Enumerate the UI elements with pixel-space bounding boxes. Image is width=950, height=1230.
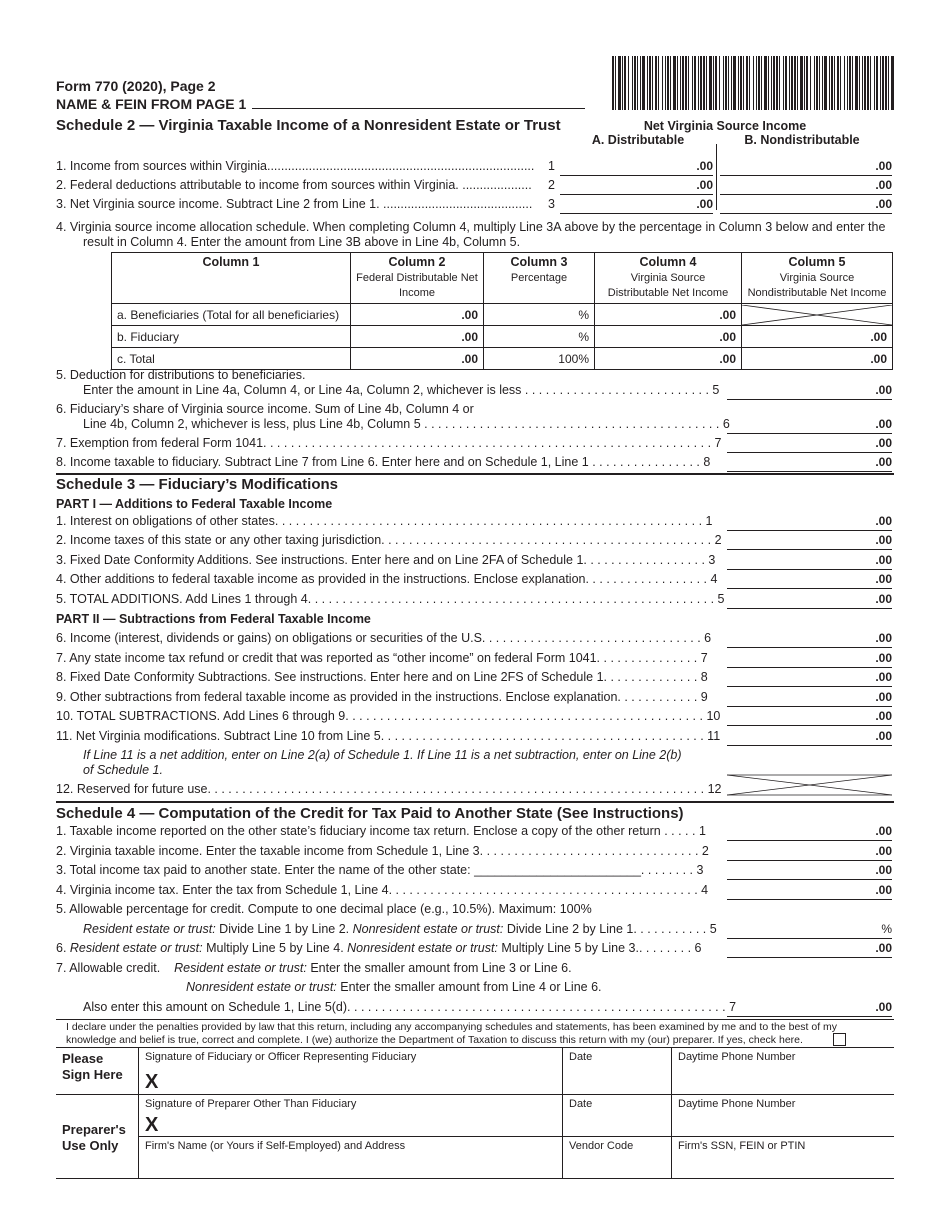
row-b-label: b. Fiduciary	[112, 326, 351, 348]
sch4-line6: 6. Resident estate or trust: Multiply Line 5 by Line 4. Nonresident estate or trust: Multiply Line 5 by Line 3.. . . . . . . . 6	[56, 941, 702, 955]
sch3-line12-blocked	[727, 774, 892, 796]
sch4-line3-amount[interactable]: .00	[727, 863, 892, 880]
sch4-line6-amount[interactable]: .00	[727, 941, 892, 958]
fiduciary-date-field[interactable]	[566, 1066, 668, 1092]
sch3-note2: of Schedule 1.	[83, 763, 163, 777]
name-fein-label: NAME & FEIN FROM PAGE 1	[56, 96, 247, 112]
sch2-line6a: 6. Fiduciary’s share of Virginia source income. Sum of Line 4b, Column 4 or	[56, 402, 474, 416]
sch2-line7: 7. Exemption from federal Form 1041. . . . . . . . . . . . . . . . . . . . . . . . . . . . . . . . . . . . . . . . . . . . . . . . . . . . . . . . . . . . . . . . . 7	[56, 436, 722, 450]
sch3-line1-amount[interactable]: .00	[727, 514, 892, 531]
sign-here-label: Sign Here	[62, 1067, 123, 1082]
sch4-line1: 1. Taxable income reported on the other state’s fiduciary income tax return. Enclose a copy of the other return . . . . . 1	[56, 824, 706, 838]
sch3-line3-amount[interactable]: .00	[727, 553, 892, 570]
sch2-line4-text1: 4. Virginia source income allocation schedule. When completing Column 4, multiply Line 3A above by the percentage in Column 3 below and enter the	[56, 220, 886, 234]
sch4-line2: 2. Virginia taxable income. Enter the taxable income from Schedule 1, Line 3. . . . . . . . . . . . . . . . . . . . . . . . . . . . . . . . 2	[56, 844, 709, 858]
sch4-line7-amount[interactable]: .00	[727, 1000, 892, 1017]
sch2-line5a: 5. Deduction for distributions to beneficiaries.	[56, 368, 306, 382]
sch4-line2-amount[interactable]: .00	[727, 844, 892, 861]
sch4-line7c: Also enter this amount on Schedule 1, Line 5(d). . . . . . . . . . . . . . . . . . . . . . . . . . . . . . . . . . . . . . . . . . . . . . . . . . . . . . . 7	[83, 1000, 737, 1014]
sch3-line2: 2. Income taxes of this state or any other taxing jurisdiction. . . . . . . . . . . . . . . . . . . . . . . . . . . . . . . . . . . . . . . . . . . . . . . . 2	[56, 533, 722, 547]
sch3-line9-amount[interactable]: .00	[727, 690, 892, 707]
sch4-line7b: Nonresident estate or trust: Enter the smaller amount from Line 4 or Line 6.	[186, 980, 602, 994]
preparer-date-field[interactable]	[566, 1112, 668, 1134]
vendor-code-label: Vendor Code	[569, 1140, 634, 1152]
sch3-line6-amount[interactable]: .00	[727, 631, 892, 648]
sch3-line4: 4. Other additions to federal taxable income as provided in the instructions. Enclose explanation. . . . . . . . . . . . . . . . . . 4	[56, 572, 718, 586]
sch2-line-1: 1. Income from sources within Virginia............................................................................. 1	[56, 159, 555, 173]
table-row-a	[112, 304, 893, 326]
sch3-line5: 5. TOTAL ADDITIONS. Add Lines 1 through 4. . . . . . . . . . . . . . . . . . . . . . . . . . . . . . . . . . . . . . . . . . . . . . . . . . . . . . . . . . . 5	[56, 592, 725, 606]
sch2-line6b: Line 4b, Column 2, whichever is less, plus Line 4b, Column 5 . . . . . . . . . . . . . . . . . . . . . . . . . . . . . . . . . . . . . . . . . . . 6	[83, 417, 730, 431]
sch2-line1-a[interactable]: .00	[560, 159, 713, 176]
sch3-line7: 7. Any state income tax refund or credit that was reported as “other income” on federal Form 1041. . . . . . . . . . . . . . . 7	[56, 651, 708, 665]
sch2-line5b: Enter the amount in Line 4a, Column 4, or Line 4a, Column 2, whichever is less . . . . . . . . . . . . . . . . . . . . . . . . . . . 5	[83, 383, 720, 397]
fiduciary-signature-label: Signature of Fiduciary or Officer Representing Fiduciary	[145, 1051, 417, 1063]
sch3-line6: 6. Income (interest, dividends or gains) on obligations or securities of the U.S. . . . . . . . . . . . . . . . . . . . . . . . . . . . . . . . 6	[56, 631, 712, 645]
sch2-line8-amount[interactable]: .00	[727, 455, 892, 472]
table-row-c	[112, 348, 893, 370]
sch3-line10-amount[interactable]: .00	[727, 709, 892, 726]
row-b-col3[interactable]: %	[484, 326, 595, 348]
row-c-col3: 100%	[484, 348, 595, 370]
fiduciary-date-label: Date	[569, 1051, 593, 1063]
net-source-label: Net Virginia Source Income	[643, 119, 807, 133]
sch3-line11-amount[interactable]: .00	[727, 729, 892, 746]
sch4-line5b: Resident estate or trust: Divide Line 1 by Line 2. Nonresident estate or trust: Divide Line 2 by Line 1. . . . . . . . . . . 5	[83, 922, 717, 936]
sch2-line8: 8. Income taxable to fiduciary. Subtract Line 7 from Line 6. Enter here and on Schedule 1, Line 1 . . . . . . . . . . . . . . . . 8	[56, 455, 711, 469]
sch3-line2-amount[interactable]: .00	[727, 533, 892, 550]
sch3-line12: 12. Reserved for future use. . . . . . . . . . . . . . . . . . . . . . . . . . . . . . . . . . . . . . . . . . . . . . . . . . . . . . . . . . . . . . . . . . . . . . . . 12	[56, 782, 722, 796]
authorize-preparer-checkbox[interactable]	[833, 1033, 846, 1046]
sch3-line9: 9. Other subtractions from federal taxable income as provided in the instructions. Enclose explanation. . . . . . . . . . . . 9	[56, 690, 708, 704]
schedule3-part2: PART II — Subtractions from Federal Taxable Income	[56, 612, 371, 626]
sch3-line5-amount[interactable]: .00	[727, 592, 892, 609]
firm-id-label: Firm's SSN, FEIN or PTIN	[678, 1140, 806, 1152]
sch4-line7a: 7. Allowable credit. Resident estate or trust: Enter the smaller amount from Line 3 or Line 6.	[56, 961, 572, 975]
sch2-line-3: 3. Net Virginia source income. Subtract Line 2 from Line 1. ........................................... 3	[56, 197, 555, 211]
sch3-line7-amount[interactable]: .00	[727, 651, 892, 668]
please-label: Please	[62, 1051, 104, 1066]
preparer-signature-x: X	[145, 1114, 159, 1136]
row-a-col2[interactable]: .00	[351, 304, 484, 326]
fiduciary-phone-field[interactable]	[675, 1066, 891, 1092]
sch2-line5-amount[interactable]: .00	[727, 383, 892, 400]
schedule3-part1: PART I — Additions to Federal Taxable Income	[56, 497, 333, 511]
sch4-line5a: 5. Allowable percentage for credit. Compute to one decimal place (e.g., 10.5%). Maximum: 100%	[56, 902, 592, 916]
sch2-line2-b[interactable]: .00	[720, 178, 892, 195]
sch3-line11: 11. Net Virginia modifications. Subtract Line 10 from Line 5. . . . . . . . . . . . . . . . . . . . . . . . . . . . . . . . . . . . . . . . . . . . . . . 11	[56, 729, 721, 743]
row-b-col2[interactable]: .00	[351, 326, 484, 348]
row-b-col4[interactable]: .00	[595, 326, 742, 348]
form-title: Form 770 (2020), Page 2	[56, 78, 216, 94]
preparer-phone-label: Daytime Phone Number	[678, 1098, 796, 1110]
vendor-code-field[interactable]	[566, 1155, 668, 1176]
preparer-signature-label: Signature of Preparer Other Than Fiduciary	[145, 1098, 357, 1110]
schedule2-title: Schedule 2 — Virginia Taxable Income of a Nonresident Estate or Trust	[56, 117, 561, 134]
col-a-label: A. Distributable	[591, 133, 685, 147]
row-c-col2[interactable]: .00	[351, 348, 484, 370]
declaration-line2: knowledge and belief is true, correct and complete. I (we) authorize the Department of Taxation to discuss this return with my (our) preparer. If yes, check here.	[66, 1034, 803, 1046]
allocation-table: Column 1 Column 2 Federal Distributable Net Income Column 3 Percentage Column 4 Virginia Source Distributable Net Income Column 5 Virginia Source Nondistributable Net Income a. Beneficiaries (Total for all beneficiaries) .00 % .00 b. Fiduciary .00 % .00 .00 c. Total .00 100% .00 .00	[111, 252, 893, 370]
row-c-col5[interactable]: .00	[742, 348, 893, 370]
preparer-phone-field[interactable]	[675, 1112, 891, 1134]
row-c-label: c. Total	[112, 348, 351, 370]
sch4-line3: 3. Total income tax paid to another state. Enter the name of the other state: ________________________. . . . . . . . 3	[56, 863, 704, 877]
row-a-col4[interactable]: .00	[595, 304, 742, 326]
barcode	[612, 56, 894, 110]
sch2-line3-b[interactable]: .00	[720, 197, 892, 214]
row-a-label: a. Beneficiaries (Total for all beneficiaries)	[112, 304, 351, 326]
fiduciary-phone-label: Daytime Phone Number	[678, 1051, 796, 1063]
sch3-line8-amount[interactable]: .00	[727, 670, 892, 687]
name-fein-field[interactable]	[252, 108, 585, 109]
sch3-line1: 1. Interest on obligations of other states. . . . . . . . . . . . . . . . . . . . . . . . . . . . . . . . . . . . . . . . . . . . . . . . . . . . . . . . . . . . . . 1	[56, 514, 713, 528]
sch2-line-2: 2. Federal deductions attributable to income from sources within Virginia. .................... 2	[56, 178, 555, 192]
preparer-label: Preparer's	[62, 1122, 126, 1137]
sch2-line4-text2: result in Column 4. Enter the amount from Line 3B above in Line 4b, Column 5.	[83, 235, 521, 249]
sch4-line4: 4. Virginia income tax. Enter the tax from Schedule 1, Line 4. . . . . . . . . . . . . . . . . . . . . . . . . . . . . . . . . . . . . . . . . . . . . 4	[56, 883, 709, 897]
schedule4-title: Schedule 4 — Computation of the Credit for Tax Paid to Another State (See Instructions)	[56, 805, 684, 822]
sch2-line2-a[interactable]: .00	[560, 178, 713, 195]
preparer-date-label: Date	[569, 1098, 593, 1110]
table-row-b	[112, 326, 893, 348]
declaration-line1: I declare under the penalties provided by law that this return, including any accompanying schedules and statements, has been examined by me and to the best of my	[66, 1021, 838, 1033]
sch4-line5-percent[interactable]: %	[727, 922, 892, 939]
sch3-note1: If Line 11 is a net addition, enter on Line 2(a) of Schedule 1. If Line 11 is a net subtraction, enter on Line 2(b)	[83, 748, 682, 762]
col-b-label: B. Nondistributable	[744, 133, 860, 147]
sch4-line1-amount[interactable]: .00	[727, 824, 892, 841]
row-a-col3[interactable]: %	[484, 304, 595, 326]
firm-id-field[interactable]	[675, 1155, 891, 1176]
use-only-label: Use Only	[62, 1138, 119, 1153]
schedule3-title: Schedule 3 — Fiduciary’s Modifications	[56, 476, 339, 493]
sch3-line3: 3. Fixed Date Conformity Additions. See instructions. Enter here and on Line 2FA of Schedule 1. . . . . . . . . . . . . . . . . . 3	[56, 553, 716, 567]
firm-name-field[interactable]	[142, 1155, 558, 1176]
row-b-col5[interactable]: .00	[742, 326, 893, 348]
firm-name-label: Firm's Name (or Yours if Self-Employed) and Address	[145, 1140, 406, 1152]
sch4-line4-amount[interactable]: .00	[727, 883, 892, 900]
sch3-line8: 8. Fixed Date Conformity Subtractions. See instructions. Enter here and on Line 2FS of Schedule 1. . . . . . . . . . . . . . 8	[56, 670, 708, 684]
sch2-line1-b[interactable]: .00	[720, 159, 892, 176]
sch3-line10: 10. TOTAL SUBTRACTIONS. Add Lines 6 through 9. . . . . . . . . . . . . . . . . . . . . . . . . . . . . . . . . . . . . . . . . . . . . . . . . . . . 10	[56, 709, 721, 723]
fiduciary-signature-field[interactable]	[160, 1068, 558, 1092]
fiduciary-signature-x: X	[145, 1071, 159, 1093]
preparer-signature-field[interactable]	[160, 1112, 558, 1134]
row-c-col4[interactable]: .00	[595, 348, 742, 370]
sch2-line7-amount[interactable]: .00	[727, 436, 892, 453]
sch2-line3-a[interactable]: .00	[560, 197, 713, 214]
row-a-col5-blocked	[742, 304, 893, 326]
sch2-line6-amount[interactable]: .00	[727, 417, 892, 434]
sch3-line4-amount[interactable]: .00	[727, 572, 892, 589]
